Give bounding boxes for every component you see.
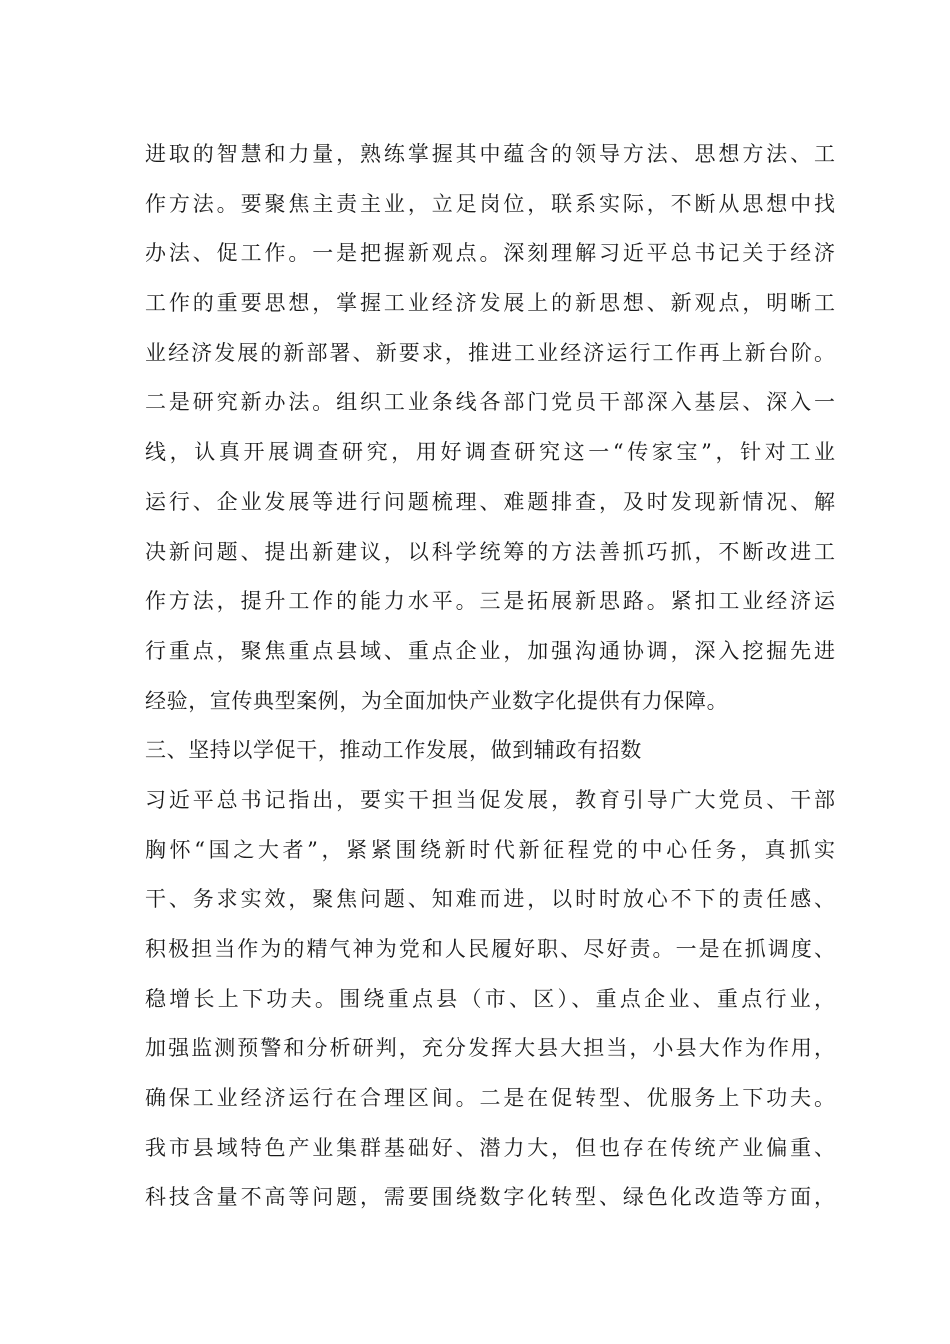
text-line: 科技含量不高等问题，需要围绕数字化转型、绿色化改造等方面， [145, 1185, 835, 1210]
text-line: 加强监测预警和分析研判，充分发挥大县大担当，小县大作为作用， [145, 1036, 835, 1061]
text-line: 行重点，聚焦重点县域、重点企业，加强沟通协调，深入挖掘先进 [145, 638, 835, 663]
section-heading: 三、坚持以学促干，推动工作发展，做到辅政有招数 [145, 738, 642, 763]
text-line: 二是研究新办法。组织工业条线各部门党员干部深入基层、深入一 [145, 390, 835, 415]
text-line: 作方法，提升工作的能力水平。三是拓展新思路。紧扣工业经济运 [145, 589, 835, 614]
text-line: 办法、促工作。一是把握新观点。深刻理解习近平总书记关于经济 [145, 241, 835, 266]
text-line: 积极担当作为的精气神为党和人民履好职、尽好责。一是在抓调度、 [145, 937, 835, 961]
text-line: 确保工业经济运行在合理区间。二是在促转型、优服务上下功夫。 [145, 1086, 835, 1111]
text-line: 胸怀“国之大者”，紧紧围绕新时代新征程党的中心任务，真抓实 [145, 837, 835, 862]
text-line: 进取的智慧和力量，熟练掌握其中蕴含的领导方法、思想方法、工 [145, 142, 835, 166]
text-line: 干、务求实效，聚焦问题、知难而进，以时时放心不下的责任感、 [145, 887, 835, 912]
text-line: 我市县域特色产业集群基础好、潜力大，但也存在传统产业偏重、 [145, 1135, 835, 1160]
text-line: 经验，宣传典型案例，为全面加快产业数字化提供有力保障。 [145, 688, 729, 713]
text-line: 运行、企业发展等进行问题梳理、难题排查，及时发现新情况、解 [145, 489, 835, 514]
text-line: 稳增长上下功夫。围绕重点县（市、区）、重点企业、重点行业， [145, 986, 835, 1011]
text-line: 线，认真开展调查研究，用好调查研究这一“传家宝”，针对工业 [145, 440, 835, 465]
text-line: 业经济发展的新部署、新要求，推进工业经济运行工作再上新台阶。 [145, 340, 835, 365]
text-line: 工作的重要思想，掌握工业经济发展上的新思想、新观点，明晰工 [145, 291, 835, 316]
text-line: 决新问题、提出新建议，以科学统筹的方法善抓巧抓，不断改进工 [145, 539, 835, 564]
document-body [145, 133, 835, 1226]
text-line: 习近平总书记指出，要实干担当促发展，教育引导广大党员、干部 [145, 787, 835, 812]
text-line: 作方法。要聚焦主责主业，立足岗位，联系实际，不断从思想中找 [145, 191, 835, 216]
